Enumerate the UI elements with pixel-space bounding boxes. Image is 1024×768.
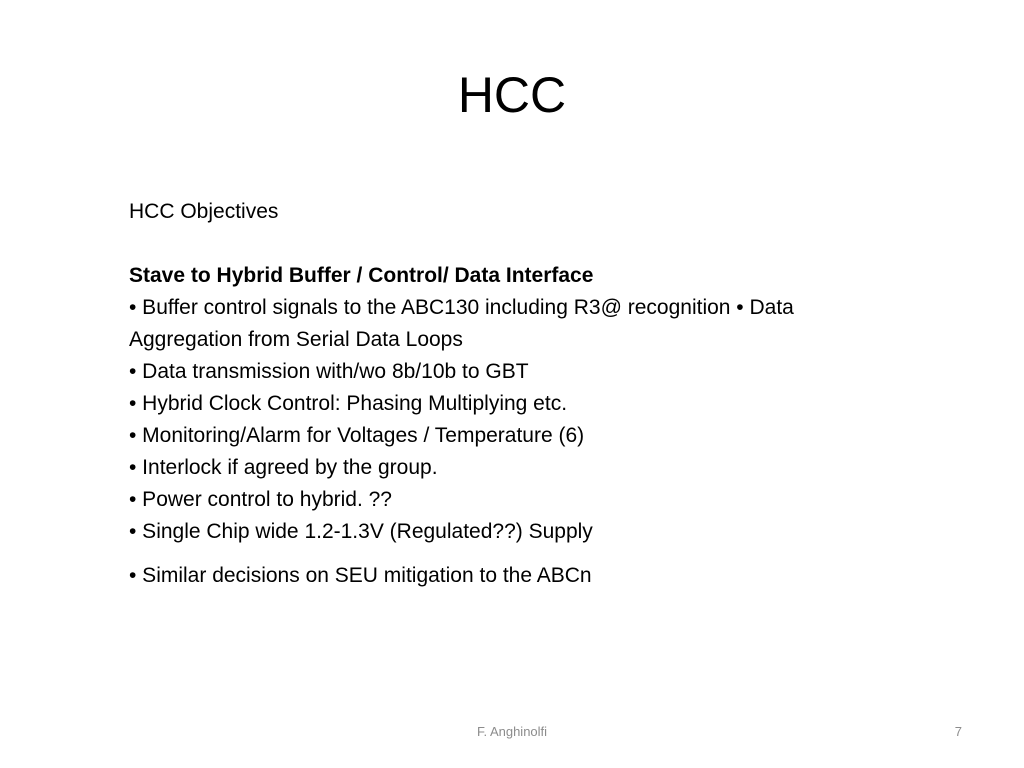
- bullet-line: • Similar decisions on SEU mitigation to the ABCn: [129, 564, 592, 587]
- page-number: 7: [954, 724, 962, 739]
- bullet-line: • Interlock if agreed by the group.: [129, 456, 438, 479]
- blank-line: [129, 228, 919, 260]
- bullet-line: • Power control to hybrid. ??: [129, 488, 392, 511]
- bullet-line: • Hybrid Clock Control: Phasing Multiplying etc.: [129, 392, 568, 415]
- bullet-line: • Buffer control signals to the ABC130 including R3@ recognition • Data: [129, 296, 794, 319]
- section-heading: Stave to Hybrid Buffer / Control/ Data Interface: [129, 264, 594, 287]
- bullet-line: • Monitoring/Alarm for Voltages / Temperature (6): [129, 424, 585, 447]
- bullet-line: • Data transmission with/wo 8b/10b to GBT: [129, 360, 529, 383]
- paragraph-gap: [129, 548, 919, 560]
- footer-author: F. Anghinolfi: [476, 724, 548, 739]
- objectives-heading: HCC Objectives: [129, 200, 279, 223]
- bullet-line: Aggregation from Serial Data Loops: [129, 328, 463, 351]
- slide-body: [129, 196, 919, 592]
- bullet-line: • Single Chip wide 1.2-1.3V (Regulated??) Supply: [129, 520, 593, 543]
- slide-title: HCC: [457, 67, 567, 123]
